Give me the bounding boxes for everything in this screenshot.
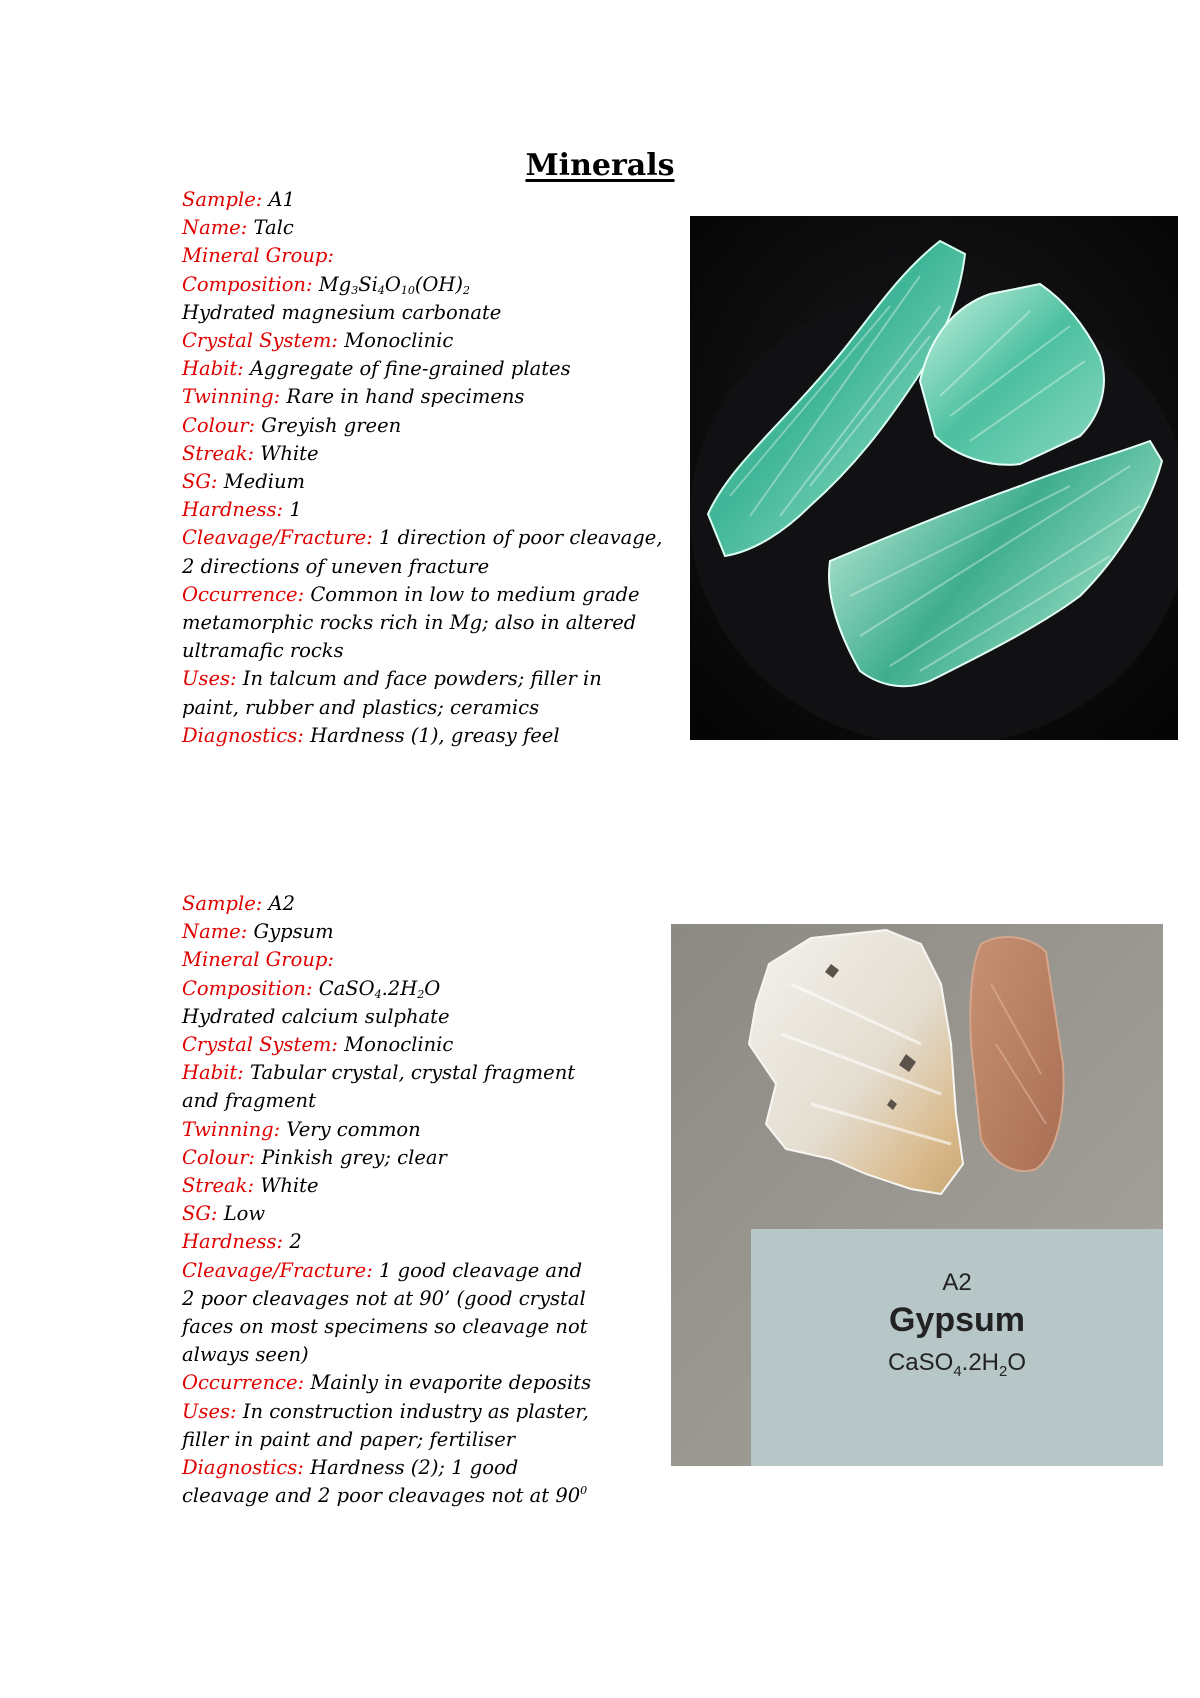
- composition-formula: $Mg_3Si_4O_{10}(OH)_2$: [318, 272, 471, 297]
- field-label: Hardness:: [182, 1230, 284, 1254]
- field-label: SG:: [182, 470, 218, 494]
- field-value: Very common: [286, 1117, 421, 1141]
- field-label: Diagnostics:: [182, 723, 304, 747]
- occurrence-field: [182, 1369, 591, 1397]
- composition-field: [182, 975, 591, 1003]
- field-value: Medium: [223, 470, 305, 494]
- uses-field: [182, 1398, 591, 1426]
- group-field: [182, 946, 591, 974]
- cleavage-continued: 2 poor cleavages not at 90’ (good crystal: [182, 1286, 586, 1310]
- uses-continued: paint, rubber and plastics; ceramics: [182, 695, 540, 719]
- field-value: 1 direction of poor cleavage,: [379, 526, 663, 550]
- field-label: Mineral Group:: [182, 244, 334, 268]
- field-label: Cleavage/Fracture:: [182, 1258, 373, 1282]
- label-formula: $CaSO_4.2H_2O$: [887, 1349, 1027, 1380]
- field-value: Common in low to medium grade: [310, 582, 640, 606]
- field-label: Habit:: [182, 1061, 244, 1085]
- twinning-field: [182, 383, 663, 411]
- field-label: Crystal System:: [182, 329, 338, 353]
- field-label: Sample:: [182, 188, 263, 211]
- field-label: Hardness:: [182, 498, 284, 522]
- field-label: Name:: [182, 216, 248, 240]
- description-line: Hydrated calcium sulphate: [182, 1004, 450, 1028]
- specimen-label-card: [751, 1229, 1163, 1466]
- field-label: Twinning:: [182, 385, 281, 409]
- cleavage-field: [182, 1257, 591, 1285]
- occurrence-continued: metamorphic rocks rich in Mg; also in altered: [182, 611, 637, 635]
- diagnostics-field: [182, 722, 663, 750]
- field-value: Hardness (2); 1 good: [310, 1456, 519, 1480]
- crystal-field: [182, 1031, 591, 1059]
- field-value: Hardness (1), greasy feel: [310, 723, 560, 747]
- sg-field: [182, 468, 663, 496]
- field-value: Tabular crystal, crystal fragment: [249, 1061, 576, 1085]
- field-value: Rare in hand specimens: [286, 385, 525, 409]
- field-value: Mainly in evaporite deposits: [310, 1371, 592, 1395]
- field-value: Gypsum: [253, 920, 334, 944]
- field-label: Twinning:: [182, 1117, 281, 1141]
- sample-a2-details: [182, 890, 591, 1510]
- hardness-field: [182, 1228, 591, 1256]
- label-code: A2: [942, 1269, 972, 1296]
- cleavage-field: [182, 524, 663, 552]
- diagnostics-continued: cleavage and 2 poor cleavages not at $90^0$: [182, 1484, 588, 1508]
- habit-field: [182, 355, 663, 383]
- gypsum-photo: [671, 924, 1163, 1466]
- field-value: Monoclinic: [344, 1033, 454, 1057]
- composition-formula: $CaSO_4.2H_2O$: [318, 976, 441, 1001]
- cleavage-continued: always seen): [182, 1343, 309, 1367]
- field-label: Occurrence:: [182, 582, 305, 606]
- field-value: A1: [268, 188, 296, 211]
- field-value: Greyish green: [261, 413, 402, 437]
- cleavage-continued: 2 directions of uneven fracture: [182, 554, 490, 578]
- talc-photo: [690, 216, 1178, 740]
- group-field: [182, 242, 663, 270]
- uses-field: [182, 665, 663, 693]
- field-value: Aggregate of fine-grained plates: [249, 357, 571, 381]
- sample-a1-details: [182, 186, 663, 750]
- diagnostics-field: [182, 1454, 591, 1482]
- habit-field: [182, 1059, 591, 1087]
- crystal-field: [182, 327, 663, 355]
- name-field: [182, 214, 663, 242]
- description-line: Hydrated magnesium carbonate: [182, 300, 502, 324]
- field-label: Habit:: [182, 357, 244, 381]
- field-label: Diagnostics:: [182, 1456, 304, 1480]
- cleavage-continued: faces on most specimens so cleavage not: [182, 1315, 588, 1339]
- label-name: Gypsum: [888, 1301, 1026, 1339]
- field-value: White: [260, 1174, 319, 1198]
- field-label: Crystal System:: [182, 1033, 338, 1057]
- occurrence-field: [182, 581, 663, 609]
- name-field: [182, 918, 591, 946]
- twinning-field: [182, 1116, 591, 1144]
- streak-field: [182, 1172, 591, 1200]
- field-label: Uses:: [182, 1399, 237, 1423]
- field-value: White: [260, 441, 319, 465]
- field-value: Monoclinic: [344, 329, 454, 353]
- field-label: Mineral Group:: [182, 948, 334, 972]
- occurrence-continued: ultramafic rocks: [182, 639, 344, 663]
- uses-continued: filler in paint and paper; fertiliser: [182, 1427, 516, 1451]
- field-label: Composition:: [182, 272, 313, 296]
- field-value: Low: [223, 1202, 266, 1226]
- talc-photo-icon: [690, 216, 1178, 740]
- habit-continued: and fragment: [182, 1089, 316, 1113]
- field-label: Cleavage/Fracture:: [182, 526, 373, 550]
- field-label: SG:: [182, 1202, 218, 1226]
- field-label: Streak:: [182, 1174, 255, 1198]
- composition-field: [182, 271, 663, 299]
- field-label: Uses:: [182, 667, 237, 691]
- streak-field: [182, 440, 663, 468]
- colour-field: [182, 412, 663, 440]
- field-value: In talcum and face powders; filler in: [242, 667, 602, 691]
- field-label: Colour:: [182, 1145, 256, 1169]
- sample-field: [182, 890, 591, 918]
- field-value: 2: [289, 1230, 302, 1254]
- degree-superscript: 0: [580, 1484, 588, 1498]
- field-value: In construction industry as plaster,: [242, 1399, 589, 1423]
- field-label: Sample:: [182, 892, 263, 915]
- field-label: Composition:: [182, 976, 313, 1000]
- field-label: Name:: [182, 920, 248, 944]
- page-title: Minerals: [525, 148, 675, 183]
- sample-field: [182, 186, 663, 214]
- field-label: Streak:: [182, 441, 255, 465]
- field-value: A2: [268, 892, 296, 915]
- colour-field: [182, 1144, 591, 1172]
- sg-field: [182, 1200, 591, 1228]
- field-value: 1: [289, 498, 302, 522]
- field-label: Occurrence:: [182, 1371, 305, 1395]
- field-value: Talc: [253, 216, 294, 240]
- field-label: Colour:: [182, 413, 256, 437]
- hardness-field: [182, 496, 663, 524]
- field-value: Pinkish grey; clear: [261, 1145, 447, 1169]
- field-value: 1 good cleavage and: [379, 1258, 583, 1282]
